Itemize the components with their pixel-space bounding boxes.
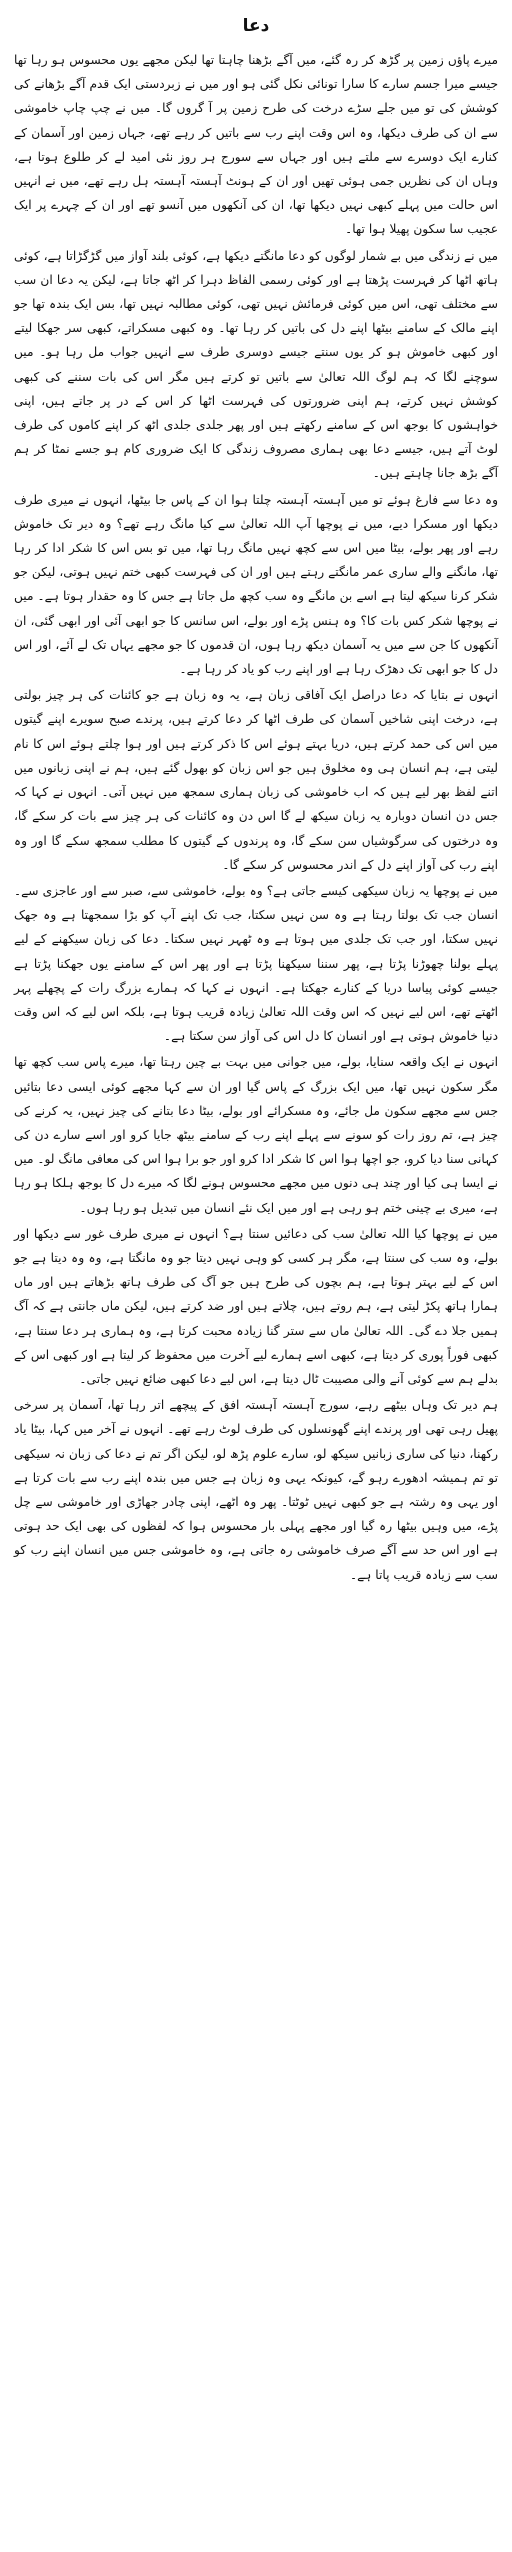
paragraph: میں نے زندگی میں بے شمار لوگوں کو دعا مانگتے دیکھا ہے، کوئی بلند آواز میں گڑگڑاتا ہے، کوئی ہاتھ اٹھا کر فہرست پڑھتا ہے اور کوئی رسمی الفاظ دہرا کر اٹھ جاتا ہے، لیکن یہ دعا ان سب سے مختلف تھی، اس میں کوئی فرمائش نہیں تھی، کوئی مطالبہ نہیں تھا، بس ایک بندہ تھا جو اپنے مالک کے سامنے بیٹھا اپنے دل کی باتیں کر رہا تھا۔ وہ کبھی مسکراتے، کبھی سر جھکا لیتے اور کبھی خاموش ہو کر یوں سنتے جیسے دوسری طرف سے انہیں جواب مل رہا ہو۔ میں سوچنے لگا کہ ہم لوگ اللہ تعالیٰ سے باتیں تو کرتے ہیں مگر اس کی بات سننے کی کبھی کوشش نہیں کرتے، ہم اپنی ضرورتوں کی فہرست اٹھا کر اس کے در پر جاتے ہیں، اپنی خواہشوں کا بوجھ اس کے سامنے رکھتے ہیں اور پھر جلدی جلدی اٹھ کر اپنے کاموں کی طرف لوٹ آتے ہیں، جیسے دعا بھی ہماری مصروف زندگی کا ایک ضروری کام ہو جسے نمٹا کر ہم آگے بڑھ جانا چاہتے ہیں۔ [14, 248, 498, 481]
paragraph: میں نے پوچھا یہ زبان سیکھی کیسے جاتی ہے؟ وہ بولے، خاموشی سے، صبر سے اور عاجزی سے۔ انسان جب تک بولتا رہتا ہے وہ سن نہیں سکتا، جب تک اپنے آپ کو بڑا سمجھتا ہے وہ جھک نہیں سکتا، اور جب تک جلدی میں ہوتا ہے وہ ٹھہر نہیں سکتا۔ دعا کی زبان سیکھنے کے لیے پہلے بولنا چھوڑنا پڑتا ہے، پھر سننا سیکھنا پڑتا ہے اور پھر اس کے سامنے یوں جھکنا پڑتا ہے جیسے کوئی پیاسا دریا کے کنارے جھکتا ہے۔ انہوں نے کہا کہ ہمارے بزرگ رات کے پچھلے پہر اٹھتے تھے، اس لیے نہیں کہ اس وقت اللہ تعالیٰ زیادہ قریب ہوتا ہے، بلکہ اس لیے کہ اس وقت دنیا خاموش ہوتی ہے اور انسان کا دل اس کی آواز سن سکتا ہے۔ [14, 883, 498, 1044]
paragraph: انہوں نے بتایا کہ دعا دراصل ایک آفاقی زبان ہے، یہ وہ زبان ہے جو کائنات کی ہر چیز بولتی ہے، درخت اپنی شاخیں آسمان کی طرف اٹھا کر دعا کرتے ہیں، پرندے صبح سویرے اپنے گیتوں میں اس کی حمد کرتے ہیں، دریا بہتے ہوئے اس کا ذکر کرتے ہیں اور ہوا چلتے ہوئے اس کا نام لیتی ہے، ہم انسان ہی وہ مخلوق ہیں جو اس زبان کو بھول گئے ہیں، ہم نے اپنی زبانوں میں اتنے لفظ بھر لیے ہیں کہ اب خاموشی کی زبان ہماری سمجھ میں نہیں آتی۔ انہوں نے کہا کہ جس دن انسان دوبارہ یہ زبان سیکھ لے گا اس دن وہ کائنات کی ہر چیز سے بات کر سکے گا، وہ درختوں کی سرگوشیاں سن سکے گا، وہ پرندوں کے گیتوں کا مطلب سمجھ سکے گا اور وہ اپنے رب کی آواز اپنے دل کے اندر محسوس کر سکے گا۔ [14, 688, 498, 872]
paragraph: میرے پاؤں زمین پر گڑھ کر رہ گئے، میں آگے بڑھنا چاہتا تھا لیکن مجھے یوں محسوس ہو رہا تھا جیسے میرا جسم سارے کا سارا تونائی نکل گئی ہو اور میں نے زبردستی ایک قدم آگے بڑھانے کی کوشش کی تو میں جلے سڑے درخت کی طرح زمین پر آ گروں گا۔ میں نے چپ چاپ خاموشی سے ان کی طرف دیکھا، وہ اس وقت اپنے رب سے باتیں کر رہے تھے، جہاں زمین اور آسمان کے کنارے ایک دوسرے سے ملتے ہیں اور جہاں سے سورج ہر روز نئی امید لے کر طلوع ہوتا ہے، وہاں ان کی نظریں جمی ہوئی تھیں اور ان کے ہونٹ آہستہ آہستہ ہل رہے تھے، میں نے انہیں اس حالت میں پہلے کبھی نہیں دیکھا تھا، ان کی آنکھوں میں آنسو تھے اور ان کے چہرے پر ایک عجیب سا سکون پھیلا ہوا تھا۔ [14, 53, 498, 237]
paragraph: ہم دیر تک وہاں بیٹھے رہے، سورج آہستہ آہستہ افق کے پیچھے اتر رہا تھا، آسمان پر سرخی پھیل رہی تھی اور پرندے اپنے گھونسلوں کی طرف لوٹ رہے تھے۔ انہوں نے آخر میں کہا، بیٹا یاد رکھنا، دنیا کی ساری زبانیں سیکھ لو، سارے علوم پڑھ لو، لیکن اگر تم نے دعا کی زبان نہ سیکھی تو تم ہمیشہ ادھورے رہو گے، کیونکہ یہی وہ زبان ہے جس میں بندہ اپنے رب سے بات کرتا ہے اور یہی وہ رشتہ ہے جو کبھی نہیں ٹوٹتا۔ پھر وہ اٹھے، اپنی چادر جھاڑی اور خاموشی سے چل پڑے، میں وہیں بیٹھا رہ گیا اور مجھے پہلی بار محسوس ہوا کہ لفظوں کی بھی ایک حد ہوتی ہے اور اس حد سے آگے صرف خاموشی رہ جاتی ہے، وہ خاموشی جس میں انسان اپنے رب کو سب سے زیادہ قریب پاتا ہے۔ [14, 1398, 498, 1582]
article-body [14, 48, 498, 1587]
paragraph: میں نے پوچھا کیا اللہ تعالیٰ سب کی دعائیں سنتا ہے؟ انہوں نے میری طرف غور سے دیکھا اور بولے، وہ سب کی سنتا ہے، مگر ہر کسی کو وہی نہیں دیتا جو وہ مانگتا ہے، وہ وہ دیتا ہے جو اس کے لیے بہتر ہوتا ہے، ہم بچوں کی طرح ہیں جو آگ کی طرف ہاتھ بڑھاتے ہیں اور ماں ہمارا ہاتھ پکڑ لیتی ہے، ہم روتے ہیں، چلاتے ہیں اور ضد کرتے ہیں، لیکن ماں جانتی ہے کہ آگ ہمیں جلا دے گی۔ اللہ تعالیٰ ماں سے ستر گنا زیادہ محبت کرتا ہے، وہ ہماری ہر دعا سنتا ہے، کبھی فوراً پوری کر دیتا ہے، کبھی اسے ہمارے لیے آخرت میں محفوظ کر لیتا ہے اور کبھی اس کے بدلے ہم سے کوئی آنے والی مصیبت ٹال دیتا ہے، اس لیے دعا کبھی ضائع نہیں جاتی۔ [14, 1226, 498, 1386]
paragraph: وہ دعا سے فارغ ہوئے تو میں آہستہ آہستہ چلتا ہوا ان کے پاس جا بیٹھا، انہوں نے میری طرف دیکھا اور مسکرا دیے، میں نے پوچھا آپ اللہ تعالیٰ سے کیا مانگ رہے تھے؟ وہ دیر تک خاموش رہے اور پھر بولے، بیٹا میں اس سے کچھ نہیں مانگ رہا تھا، میں تو بس اس کا شکر ادا کر رہا تھا، مانگنے والے ساری عمر مانگتے رہتے ہیں اور ان کی فہرست کبھی ختم نہیں ہوتی، لیکن جو شکر کرنا سیکھ لیتا ہے اسے بن مانگے وہ سب کچھ مل جاتا ہے جس کا وہ حقدار ہوتا ہے۔ میں نے پوچھا شکر کس بات کا؟ وہ ہنس پڑے اور بولے، اس سانس کا جو ابھی آئی اور ابھی گئی، ان آنکھوں کا جن سے میں یہ آسمان دیکھ رہا ہوں، ان قدموں کا جو مجھے یہاں تک لے آئے، اور اس دل کا جو ابھی تک دھڑک رہا ہے اور اپنے رب کو یاد کر رہا ہے۔ [14, 492, 498, 677]
paragraph: انہوں نے ایک واقعہ سنایا، بولے، میں جوانی میں بہت بے چین رہتا تھا، میرے پاس سب کچھ تھا مگر سکون نہیں تھا، میں ایک بزرگ کے پاس گیا اور ان سے کہا مجھے کوئی ایسی دعا بتائیں جس سے مجھے سکون مل جائے، وہ مسکرائے اور بولے، بیٹا دعا بتانے کی چیز نہیں، یہ کرنے کی چیز ہے، تم روز رات کو سونے سے پہلے اپنے رب کے سامنے بیٹھ جایا کرو اور اسے سارے دن کی کہانی سنا دیا کرو، جو اچھا ہوا اس کا شکر ادا کرو اور جو برا ہوا اس کی معافی مانگ لو۔ میں نے ایسا ہی کیا اور چند ہی دنوں میں مجھے محسوس ہونے لگا کہ میرے دل کا بوجھ ہلکا ہو رہا ہے، میری بے چینی ختم ہو رہی ہے اور میں ایک نئے انسان میں تبدیل ہو رہا ہوں۔ [14, 1055, 498, 1215]
article-title: دعا [242, 16, 270, 36]
